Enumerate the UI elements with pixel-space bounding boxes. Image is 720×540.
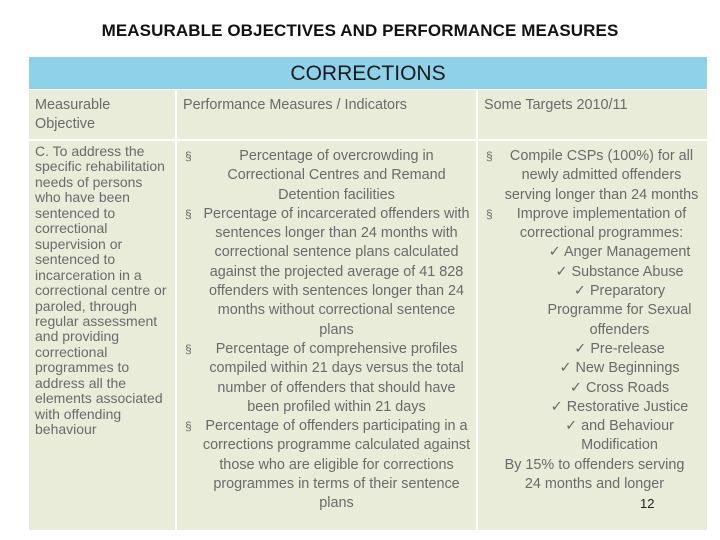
header-objective: Measurable Objective (29, 90, 175, 139)
check-icon: ✓ (559, 360, 572, 377)
list-item (502, 243, 701, 262)
programme-name: and Behaviour Modification (581, 418, 674, 454)
list-item (177, 417, 476, 513)
square-bullet-icon: § (185, 341, 192, 356)
list-item (177, 147, 476, 205)
targets-list (478, 141, 707, 456)
list-item (478, 205, 707, 456)
section-banner: CORRECTIONS (29, 57, 707, 89)
target-closing-text: By 15% to offenders serving 24 months and longer (504, 456, 685, 493)
list-item (177, 340, 476, 417)
programme-name: Restorative Justice (566, 398, 689, 415)
square-bullet-icon: § (486, 206, 493, 221)
square-bullet-icon: § (185, 206, 192, 221)
programme-name: Preparatory Programme for Sexual offenders (547, 283, 692, 338)
measure-text: Percentage of incarcerated offenders with sentences longer than 24 months with correctional sentence plans calculated against the projected average of 41 828 offenders with sentences longer than 24 months without correctional sentence plans (203, 205, 470, 338)
programme-name: New Beginnings (575, 360, 680, 377)
programme-name: Substance Abuse (571, 263, 684, 280)
check-icon: ✓ (555, 263, 568, 280)
check-icon: ✓ (565, 418, 578, 435)
programme-name: Cross Roads (585, 379, 670, 396)
header-targets: Some Targets 2010/11 (478, 90, 707, 139)
list-item (502, 340, 701, 359)
programme-name: Pre-release (590, 340, 665, 357)
list-item (177, 205, 476, 340)
list-item (502, 263, 701, 282)
target-text: Improve implementation of correctional programmes: (516, 205, 687, 242)
check-icon: ✓ (573, 283, 586, 300)
check-icon: ✓ (550, 398, 563, 415)
measures-list (177, 141, 476, 514)
measures-cell (177, 141, 476, 530)
square-bullet-icon: § (185, 419, 192, 434)
measure-text: Percentage of comprehensive profiles compiled within 21 days versus the total number of offenders that should have been profiled within 21 days (209, 340, 464, 415)
objective-cell (29, 141, 175, 530)
programme-list (502, 243, 701, 455)
list-item (502, 282, 701, 340)
target-text: Compile CSPs (100%) for all newly admitted offenders serving longer than 24 months (504, 148, 699, 203)
check-icon: ✓ (548, 244, 561, 261)
targets-cell (478, 141, 707, 530)
square-bullet-icon: § (486, 149, 493, 163)
list-item (502, 417, 701, 456)
list-item (502, 398, 701, 417)
header-measures: Performance Measures / Indicators (177, 90, 476, 139)
programme-name: Anger Management (563, 244, 691, 261)
page-title: MEASURABLE OBJECTIVES AND PERFORMANCE MEASURES (101, 21, 619, 40)
measure-text: Percentage of overcrowding in Correctional Centres and Remand Detention facilities (227, 148, 446, 203)
measure-text: Percentage of offenders participating in a corrections programme calculated against those who are eligible for corrections programmes in terms of their sentence plans (202, 418, 471, 512)
objective-text: C. To address the specific rehabilitation needs of persons who have been sentenced to correctional supervision or sentenced to incarceration in a correctional centre or paroled, through regular assessment and providing correctional programmes to address all the elements associated with offending behaviour (35, 143, 167, 438)
check-icon: ✓ (574, 340, 587, 357)
list-item (502, 359, 701, 378)
list-item (478, 147, 707, 205)
list-item (502, 379, 701, 398)
page-number: 12 (640, 496, 655, 511)
square-bullet-icon: § (185, 149, 192, 163)
check-icon: ✓ (569, 379, 582, 396)
